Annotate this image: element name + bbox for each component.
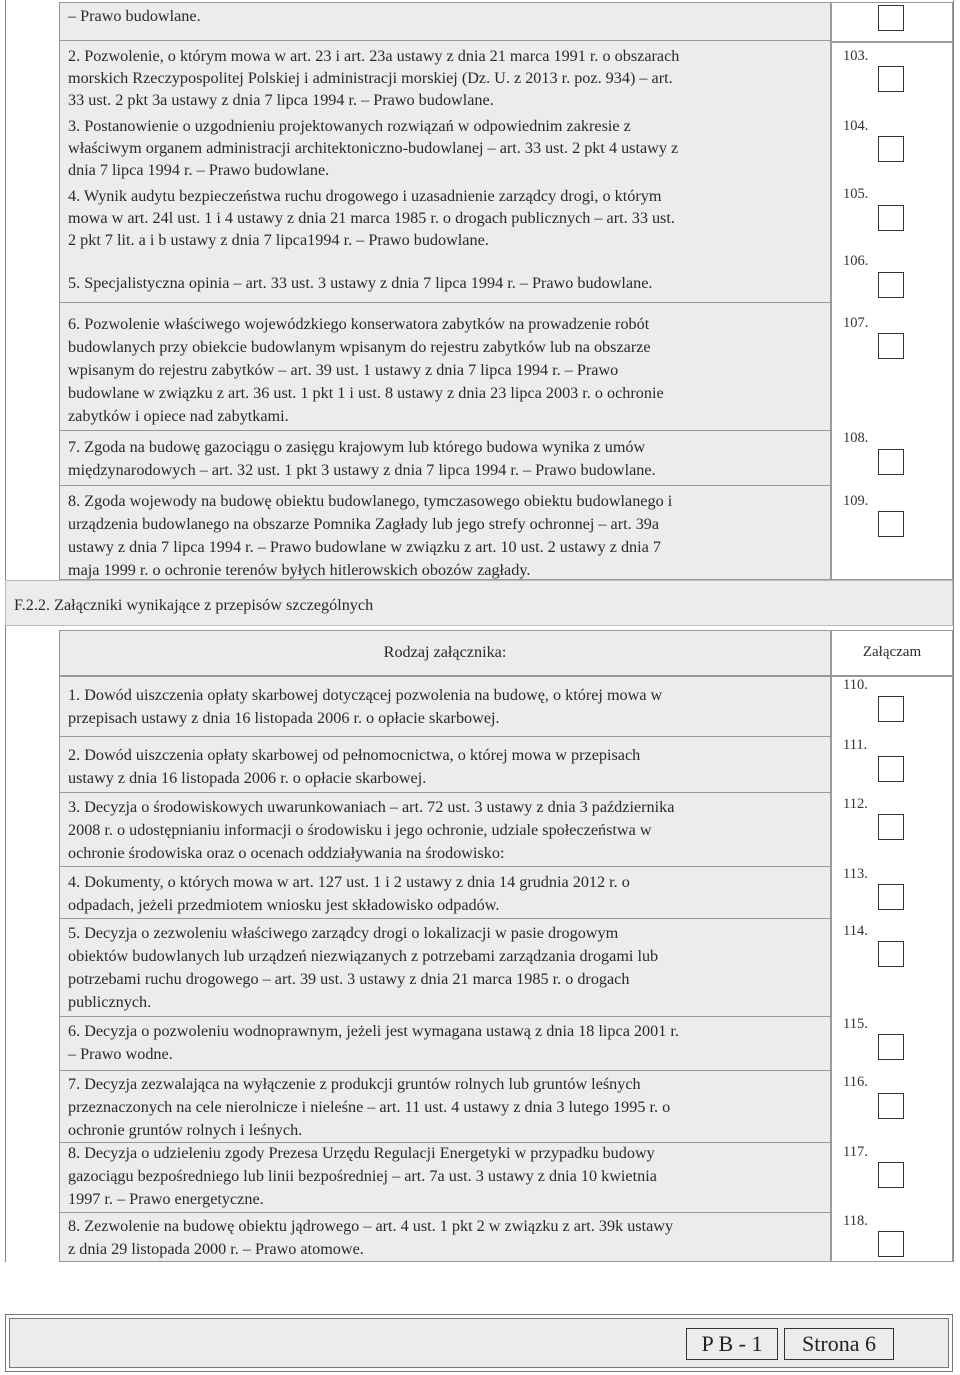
list-item-text: potrzebami ruchu drogowego – art. 39 ust. 3 ustawy z dnia 21 marca 1985 r. o drogach <box>68 970 630 988</box>
attachment-checkbox[interactable] <box>878 1231 904 1257</box>
attachment-checkbox[interactable] <box>878 756 904 782</box>
list-item-text: ochronie środowiska oraz o ocenach oddziaływania na środowisko: <box>68 844 505 862</box>
row-divider <box>59 485 831 486</box>
item-number: 108. <box>843 430 869 446</box>
list-item-text: 7. Zgoda na budowę gazociągu o zasięgu krajowym lub którego budowa wynika z umów <box>68 438 646 456</box>
list-item-text: obiektów budowlanych lub urządzeń niezwiązanych z potrzebami zarządzania drogami lub <box>68 947 659 965</box>
item-number: 112. <box>843 796 868 812</box>
row-divider <box>59 866 831 867</box>
list-item-text: ochronie gruntów rolnych i leśnych. <box>68 1121 303 1139</box>
row-divider <box>59 1016 831 1017</box>
row-divider <box>59 1070 831 1071</box>
list-item-text: ustawy z dnia 16 listopada 2006 r. o opłacie skarbowej. <box>68 769 427 787</box>
attachment-checkbox[interactable] <box>878 1034 904 1060</box>
list-item-text: 1. Dowód uiszczenia opłaty skarbowej dotyczącej pozwolenia na budowę, o której mowa w <box>68 686 663 704</box>
attachment-checkbox[interactable] <box>878 1162 904 1188</box>
list-item-text: odpadach, jeżeli przedmiotem wniosku jest składowisko odpadów. <box>68 896 500 914</box>
page-border-right <box>953 0 954 1262</box>
list-item-text: – Prawo budowlane. <box>68 7 201 25</box>
list-item-text: 4. Wynik audytu bezpieczeństwa ruchu drogowego i uzasadnienie zarządcy drogi, o którym <box>68 187 662 205</box>
attachment-checkbox[interactable] <box>878 511 904 537</box>
list-item-text: 6. Pozwolenie właściwego wojewódzkiego konserwatora zabytków na prowadzenie robót <box>68 315 650 333</box>
list-item-text: 5. Specjalistyczna opinia – art. 33 ust. 3 ustawy z dnia 7 lipca 1994 r. – Prawo budowlane. <box>68 274 653 292</box>
item-number: 114. <box>843 923 868 939</box>
item-number: 104. <box>843 118 869 134</box>
attachment-checkbox[interactable] <box>878 333 904 359</box>
list-item-text: 3. Postanowienie o uzgodnieniu projektowanych rozwiązań w odpowiednim zakresie z <box>68 117 631 135</box>
item-number: 109. <box>843 493 869 509</box>
item-number: 111. <box>843 737 868 753</box>
attachment-checkbox[interactable] <box>878 66 904 92</box>
page-number-badge: Strona 6 <box>784 1328 894 1360</box>
attachment-checkbox[interactable] <box>878 941 904 967</box>
list-item-text: zabytków i opiece nad zabytkami. <box>68 407 289 425</box>
list-item-text: 8. Decyzja o udzieleniu zgody Prezesa Urzędu Regulacji Energetyki w przypadku budowy <box>68 1144 655 1162</box>
attachment-checkbox[interactable] <box>878 814 904 840</box>
list-item-text: 2. Dowód uiszczenia opłaty skarbowej od pełnomocnictwa, o której mowa w przepisach <box>68 746 641 764</box>
list-item-text: 3. Decyzja o środowiskowych uwarunkowaniach – art. 72 ust. 3 ustawy z dnia 3 października <box>68 798 675 816</box>
list-item-text: 8. Zgoda wojewody na budowę obiektu budowlanego, tymczasowego obiektu budowlanego i <box>68 492 673 510</box>
item-number: 117. <box>843 1144 868 1160</box>
row-divider <box>59 792 831 793</box>
row-divider <box>59 1212 831 1213</box>
list-item-text: wpisanym do rejestru zabytków – art. 39 ust. 1 ustawy z dnia 7 lipca 1994 r. – Prawo <box>68 361 619 379</box>
list-item-text: maja 1999 r. o ochronie terenów byłych hitlerowskich obozów zagłady. <box>68 561 531 579</box>
list-item-text: budowlane w związku z art. 36 ust. 1 pkt 1 i ust. 8 ustawy z dnia 23 lipca 2003 r. o ochronie <box>68 384 664 402</box>
item-number: 115. <box>843 1016 868 1032</box>
list-item-text: gazociągu bezpośredniego lub linii bezpośredniej – art. 7a ust. 3 ustawy z dnia 10 kwietnia <box>68 1167 657 1185</box>
list-item-text: dnia 7 lipca 1994 r. – Prawo budowlane. <box>68 161 330 179</box>
list-item-text: 33 ust. 2 pkt 3a ustawy z dnia 7 lipca 1994 r. – Prawo budowlane. <box>68 91 494 109</box>
section-title: F.2.2. Załączniki wynikające z przepisów szczególnych <box>14 596 374 614</box>
list-item-text: 2. Pozwolenie, o którym mowa w art. 23 i art. 23a ustawy z dnia 21 marca 1991 r. o obszarach <box>68 47 680 65</box>
row-divider <box>59 430 831 431</box>
row-divider <box>59 302 831 303</box>
list-item-text: morskich Rzeczypospolitej Polskiej i administracji morskiej (Dz. U. z 2013 r. poz. 934) – art. <box>68 69 673 87</box>
list-item-text: międzynarodowych – art. 32 ust. 1 pkt 3 ustawy z dnia 7 lipca 1994 r. – Prawo budowlane. <box>68 461 656 479</box>
attachment-checkbox[interactable] <box>878 205 904 231</box>
attachment-checkbox[interactable] <box>878 5 904 31</box>
page-border-left <box>5 0 6 1262</box>
list-item-text: przepisach ustawy z dnia 16 listopada 2006 r. o opłacie skarbowej. <box>68 709 500 727</box>
item-number: 107. <box>843 315 869 331</box>
item-number: 113. <box>843 866 868 882</box>
column-header-type-label: Rodzaj załącznika: <box>383 643 507 661</box>
attachment-checkbox[interactable] <box>878 136 904 162</box>
attachment-checkbox[interactable] <box>878 272 904 298</box>
list-item-text: właściwym organem administracji architektoniczno-budowlanej – art. 33 ust. 2 pkt 4 ustawy z <box>68 139 679 157</box>
item-number: 105. <box>843 186 869 202</box>
row-divider <box>59 736 831 737</box>
list-item-text: – Prawo wodne. <box>68 1045 173 1063</box>
attachment-checkbox[interactable] <box>878 1093 904 1119</box>
form-code-badge: P B - 1 <box>686 1328 778 1360</box>
list-item-text: budowlanych przy obiekcie budowlanym wpisanym do rejestru zabytków lub na obszarze <box>68 338 651 356</box>
list-item-text: mowa w art. 24l ust. 1 i 4 ustawy z dnia 21 marca 1985 r. o drogach publicznych – art. 33 ust. <box>68 209 675 227</box>
attachment-checkbox[interactable] <box>878 884 904 910</box>
list-item-text: 2008 r. o udostępnianiu informacji o środowisku i jego ochronie, udziale społeczeństwa w <box>68 821 652 839</box>
list-item-text: ustawy z dnia 7 lipca 1994 r. – Prawo budowlane w związku z art. 10 ust. 2 ustawy z dnia 7 <box>68 538 661 556</box>
list-item-text: z dnia 29 listopada 2000 r. – Prawo atomowe. <box>68 1240 364 1258</box>
item-number: 118. <box>843 1213 868 1229</box>
list-item-text: 1997 r. – Prawo energetyczne. <box>68 1190 264 1208</box>
list-item-text: 2 pkt 7 lit. a i b ustawy z dnia 7 lipca1994 r. – Prawo budowlane. <box>68 231 489 249</box>
list-item-text: 5. Decyzja o zezwoleniu właściwego zarządcy drogi o lokalizacji w pasie drogowym <box>68 924 619 942</box>
attachment-checkbox[interactable] <box>878 696 904 722</box>
list-item-text: przeznaczonych na cele nierolnicze i nieleśne – art. 11 ust. 4 ustawy z dnia 3 lutego 1995 r. o <box>68 1098 671 1116</box>
item-number: 110. <box>843 677 868 693</box>
list-item-text: 6. Decyzja o pozwoleniu wodnoprawnym, jeżeli jest wymagana ustawą z dnia 18 lipca 2001 r. <box>68 1022 679 1040</box>
column-header-attach-label: Załączam <box>862 644 922 660</box>
list-item-text: 4. Dokumenty, o których mowa w art. 127 ust. 1 i 2 ustawy z dnia 14 grudnia 2012 r. o <box>68 873 630 891</box>
item-number: 116. <box>843 1074 868 1090</box>
attachment-checkbox[interactable] <box>878 449 904 475</box>
item-number: 103. <box>843 48 869 64</box>
list-item-text: publicznych. <box>68 993 152 1011</box>
item-number: 106. <box>843 253 869 269</box>
row-divider <box>59 918 831 919</box>
list-item-text: 8. Zezwolenie na budowę obiektu jądrowego – art. 4 ust. 1 pkt 2 w związku z art. 39k ustawy <box>68 1217 674 1235</box>
row-divider <box>59 40 831 41</box>
list-item-text: urządzenia budowlanego na obszarze Pomnika Zagłady lub jego strefy ochronnej – art. 39a <box>68 515 660 533</box>
list-item-text: 7. Decyzja zezwalająca na wyłączenie z produkcji gruntów rolnych lub gruntów leśnych <box>68 1075 641 1093</box>
